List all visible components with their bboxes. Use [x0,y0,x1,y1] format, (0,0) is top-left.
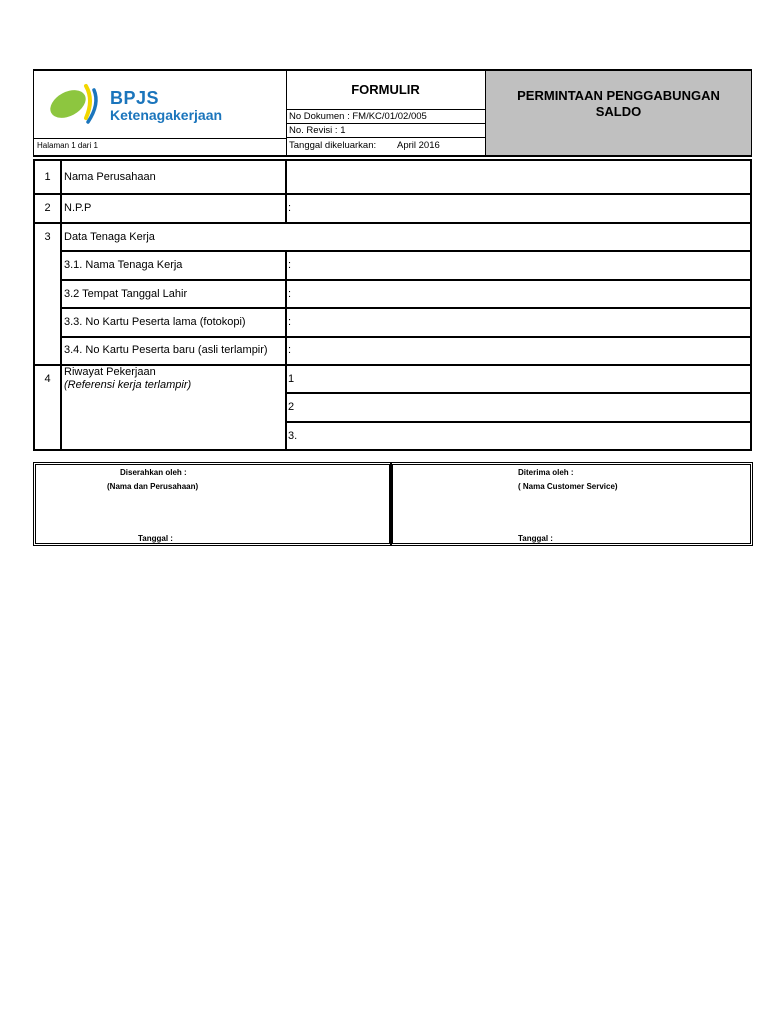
work-history-entry-2[interactable]: 2 [288,401,295,413]
old-card-number-field[interactable]: : [288,316,292,328]
row-label: 3.2 Tempat Tanggal Lahir [64,288,188,300]
row-number: 4 [44,373,51,385]
row-label: 3.1. Nama Tenaga Kerja [64,259,183,271]
npp-field[interactable]: : [288,202,292,214]
revision: No. Revisi : 1 [289,125,346,136]
row-label: Data Tenaga Kerja [64,231,155,243]
bpjs-logo-mark-icon [48,82,108,126]
row-number: 1 [44,171,51,183]
form-title-line1: PERMINTAAN PENGGABUNGAN [517,88,720,103]
row-number: 3 [44,231,51,243]
row-label: Nama Perusahaan [64,171,156,183]
row-label: 3.4. No Kartu Peserta baru (asli terlampir) [64,344,268,356]
new-card-number-field[interactable]: : [288,344,292,356]
row-sublabel: (Referensi kerja terlampir) [64,379,192,391]
form-label: FORMULIR [351,82,420,97]
row-label: N.P.P [64,202,92,214]
logo-text-sub: Ketenagakerjaan [110,107,223,123]
page-info: Halaman 1 dari 1 [37,141,98,150]
work-history-entry-1[interactable]: 1 [288,373,295,385]
issue-date-value: April 2016 [397,140,440,151]
form-title-line2: SALDO [595,104,642,119]
logo-text-main: BPJS [110,88,160,108]
worker-name-field[interactable]: : [288,259,292,271]
submitter-date-label[interactable]: Tanggal : [138,534,173,543]
row-label: Riwayat Pekerjaan [64,366,156,378]
submitter-title: Diserahkan oleh : [120,468,187,477]
doc-number: No Dokumen : FM/KC/01/02/005 [289,111,427,122]
work-history-entry-3[interactable]: 3. [288,430,298,442]
row-label: 3.3. No Kartu Peserta lama (fotokopi) [64,316,246,328]
company-name-field[interactable] [288,161,748,192]
row-number: 2 [44,202,51,214]
submitter-subtitle: (Nama dan Perusahaan) [107,482,199,491]
receiver-title: Diterima oleh : [518,468,574,477]
bpjs-logo [48,82,248,126]
birth-place-date-field[interactable]: : [288,288,292,300]
receiver-date-label[interactable]: Tanggal : [518,534,553,543]
issue-date-label: Tanggal dikeluarkan: [289,140,377,151]
receiver-subtitle: ( Nama Customer Service) [518,482,618,491]
